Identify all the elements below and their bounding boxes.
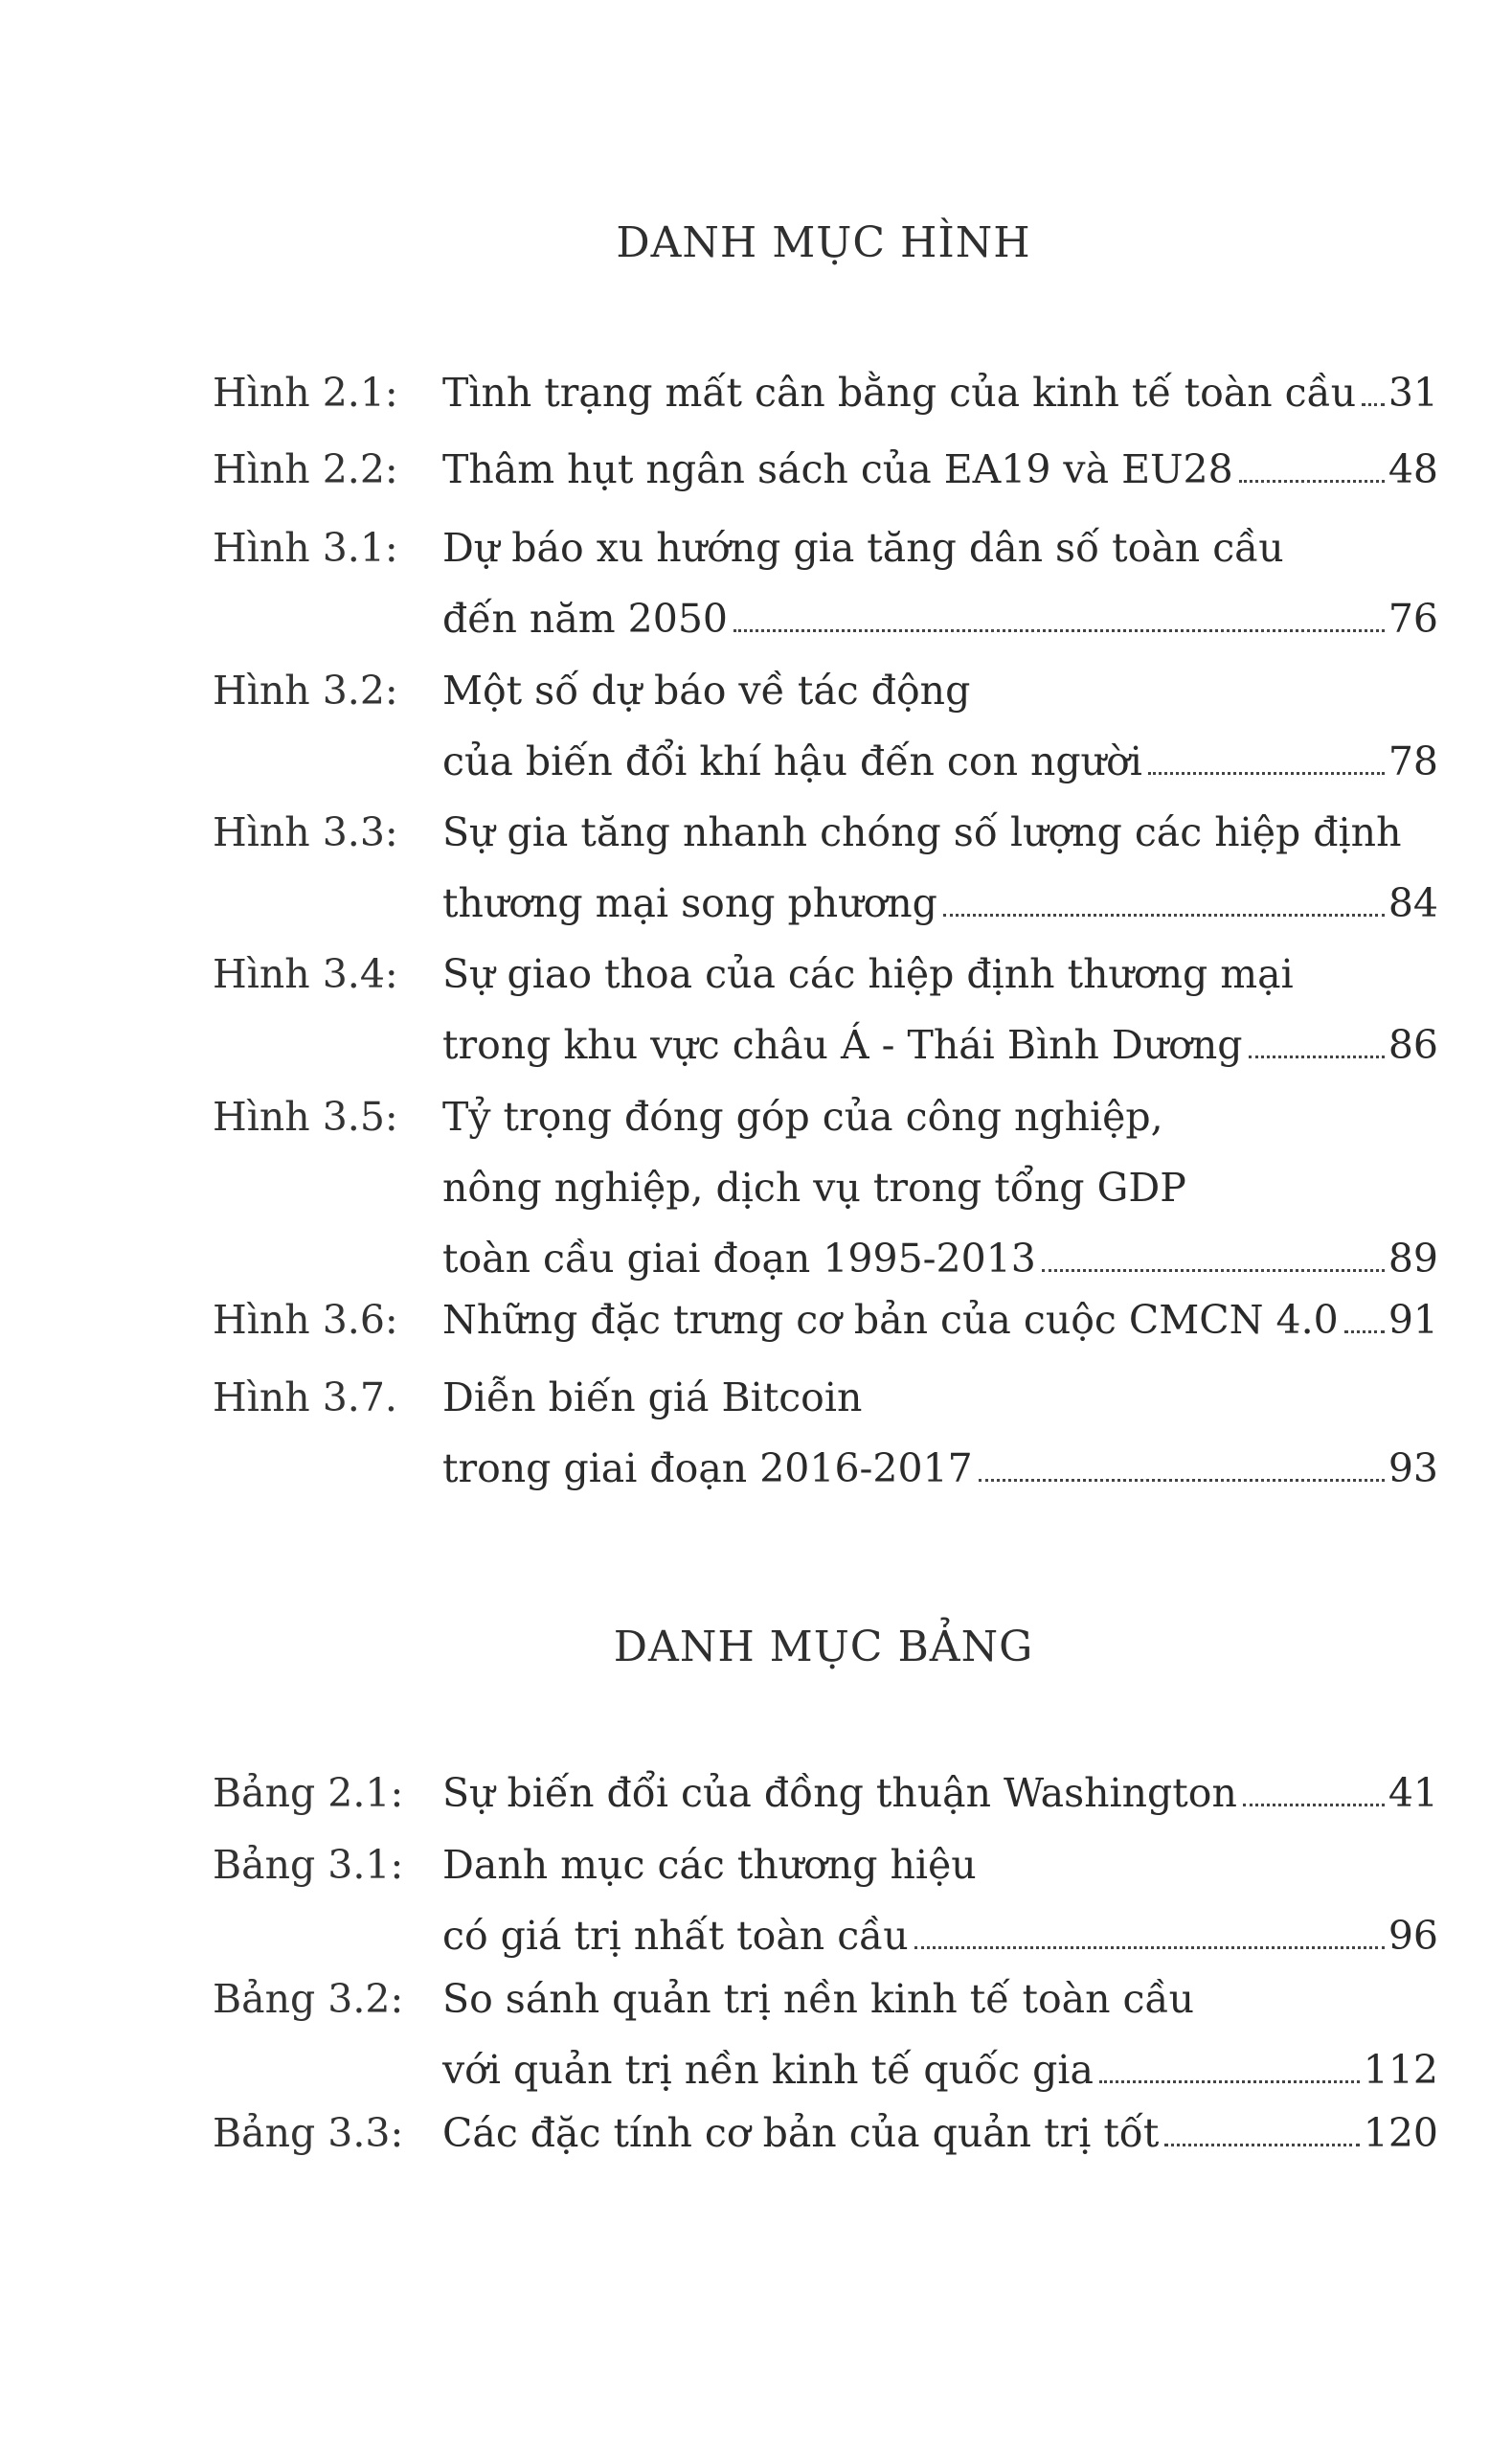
entry-text: nông nghiệp, dịch vụ trong tổng GDP (442, 1165, 1186, 1211)
page-number: 96 (1388, 1913, 1438, 1959)
entry-label: Bảng 2.1: (213, 1770, 404, 1816)
entry-text: trong khu vực châu Á - Thái Bình Dương (442, 1022, 1243, 1068)
page-number: 76 (1388, 596, 1438, 642)
entry-text: của biến đổi khí hậu đến con người (442, 738, 1142, 784)
page-number: 41 (1388, 1770, 1438, 1816)
page-number: 84 (1388, 880, 1438, 926)
figures-list-title: DANH MỤC HÌNH (616, 218, 1031, 267)
entry-text: trong giai đoạn 2016-2017 (442, 1445, 973, 1491)
entry-text: Tỷ trọng đóng góp của công nghiệp, (442, 1094, 1163, 1140)
entry-label: Hình 3.3: (213, 809, 398, 855)
entry-text: Sự giao thoa của các hiệp định thương mại (442, 951, 1294, 997)
page-number: 112 (1363, 2047, 1438, 2093)
dot-leader (1362, 403, 1385, 406)
dot-leader (733, 629, 1385, 632)
dot-leader (1042, 1269, 1385, 1272)
entry-text: Sự gia tăng nhanh chóng số lượng các hiệp định (442, 809, 1402, 855)
dot-leader (1239, 480, 1385, 483)
dot-leader (1164, 2144, 1359, 2146)
page-number: 86 (1388, 1022, 1438, 1068)
entry-label: Bảng 3.1: (213, 1842, 404, 1888)
entry-text: với quản trị nền kinh tế quốc gia (442, 2047, 1094, 2093)
entry-text: Diễn biến giá Bitcoin (442, 1374, 863, 1420)
dot-leader (1148, 772, 1385, 775)
dot-leader (1344, 1330, 1385, 1333)
entry-label: Hình 3.5: (213, 1094, 398, 1140)
entry-text: Sự biến đổi của đồng thuận Washington (442, 1770, 1237, 1816)
entry-label: Hình 3.6: (213, 1297, 398, 1343)
dot-leader (914, 1946, 1385, 1949)
dot-leader (943, 914, 1385, 917)
dot-leader (1243, 1804, 1385, 1806)
entry-label: Bảng 3.2: (213, 1976, 404, 2022)
entry-text: Một số dự báo về tác động (442, 668, 971, 714)
page-number: 48 (1388, 446, 1438, 492)
entry-text: Danh mục các thương hiệu (442, 1842, 977, 1888)
entry-label: Bảng 3.3: (213, 2110, 404, 2156)
entry-label: Hình 3.1: (213, 525, 398, 571)
entry-label: Hình 2.1: (213, 370, 398, 416)
entry-text: Dự báo xu hướng gia tăng dân số toàn cầu (442, 525, 1284, 571)
tables-list-title: DANH MỤC BẢNG (613, 1623, 1034, 1671)
page-number: 120 (1363, 2110, 1438, 2156)
entry-label: Hình 2.2: (213, 446, 398, 492)
page-number: 31 (1388, 370, 1438, 416)
dot-leader (1099, 2080, 1360, 2083)
entry-text: So sánh quản trị nền kinh tế toàn cầu (442, 1976, 1195, 2022)
entry-text: toàn cầu giai đoạn 1995-2013 (442, 1236, 1036, 1282)
page-number: 93 (1388, 1445, 1438, 1491)
entry-text: Thâm hụt ngân sách của EA19 và EU28 (442, 446, 1233, 492)
page-number: 91 (1388, 1297, 1438, 1343)
entry-text: thương mại song phương (442, 880, 937, 926)
entry-text: đến năm 2050 (442, 596, 729, 642)
entry-label: Hình 3.4: (213, 951, 398, 997)
entry-label: Hình 3.7. (213, 1374, 397, 1420)
dot-leader (1249, 1056, 1385, 1058)
dot-leader (979, 1479, 1385, 1482)
entry-text: Những đặc trưng cơ bản của cuộc CMCN 4.0 (442, 1297, 1339, 1343)
page-number: 78 (1388, 738, 1438, 784)
entry-text: có giá trị nhất toàn cầu (442, 1913, 909, 1959)
entry-text: Các đặc tính cơ bản của quản trị tốt (442, 2110, 1160, 2156)
page-number: 89 (1388, 1236, 1438, 1282)
entry-label: Hình 3.2: (213, 668, 398, 714)
entry-text: Tình trạng mất cân bằng của kinh tế toàn cầu (442, 370, 1357, 416)
